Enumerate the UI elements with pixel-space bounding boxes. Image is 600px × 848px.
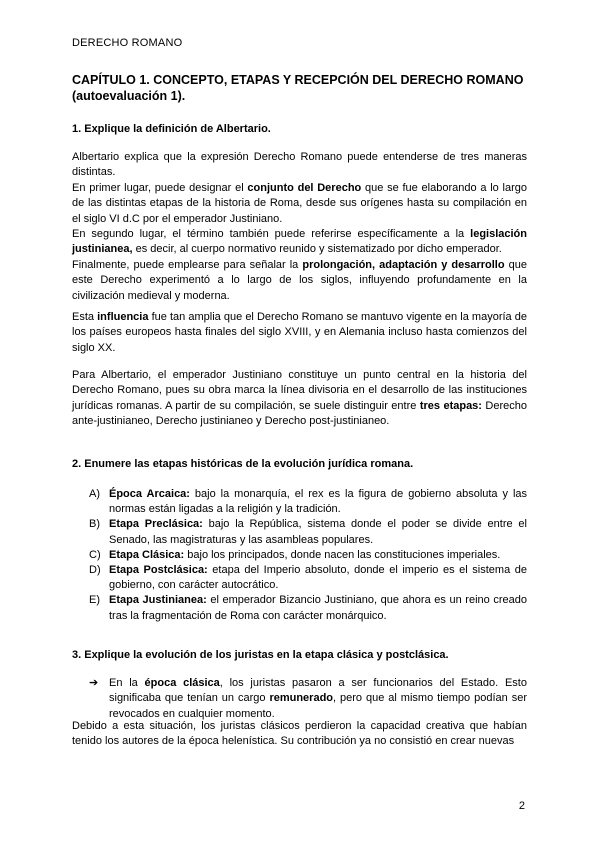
- list-item-text: [109, 488, 527, 515]
- text-run: bajo la monarquía, el rex es la figura de gobierno absoluta y las normas están ligadas a la religión y la tradición.: [109, 488, 528, 516]
- text-run: que se fue elaborando a lo largo de las distintas etapas de la historia de Roma, desde sus orígenes hasta su compilación en el siglo VI d.C por el emperador Justiniano.: [72, 181, 527, 225]
- page-number: 2: [518, 800, 525, 812]
- text-run: Debido a esta situación, los juristas clásicos perdieron la capacidad creativa que habían tenido los autores de la época helenística. Su contribución ya no consistió en crear nuevas: [72, 720, 527, 748]
- list-item: [89, 487, 527, 517]
- text-run: Albertario explica que la expresión Derecho Romano puede entenderse de tres maneras distintas.: [72, 151, 527, 179]
- text-run: bajo los principados, donde nacen las constituciones imperiales.: [184, 548, 501, 561]
- list-item-text: [109, 518, 527, 545]
- bold-text: Época Arcaica:: [109, 488, 190, 500]
- question-2-title: 2. Enumere las etapas históricas de la evolución jurídica romana.: [72, 458, 414, 470]
- bold-text: Etapa Clásica:: [109, 548, 185, 561]
- text-run: , pero que al mismo tiempo podían ser revocados en cualquier momento.: [109, 692, 527, 720]
- paragraph: [72, 310, 527, 356]
- list-marker: A): [89, 488, 100, 500]
- text-run: Para Albertario, el emperador Justiniano constituye un punto central en la historia del Derecho Romano, pues su obra marca la línea divisoria en el desarrollo de las instituciones jurídicas romanas. A partir de su compilación, se suele distinguir entre: [72, 369, 527, 412]
- list-marker: E): [89, 594, 100, 607]
- question-3-title: 3. Explique la evolución de los juristas en la etapa clásica y postclásica.: [72, 649, 449, 661]
- list-item-text: [109, 549, 500, 561]
- bold-text: influencia: [97, 311, 149, 323]
- stages-list: [89, 487, 527, 624]
- chapter-title: CAPÍTULO 1. CONCEPTO, ETAPAS Y RECEPCIÓN DEL DERECHO ROMANO (autoevaluación 1).: [72, 73, 524, 103]
- list-item: [89, 563, 527, 593]
- page-header: DERECHO ROMANO: [72, 37, 183, 49]
- text-run: Esta: [72, 311, 98, 323]
- bold-text: Etapa Preclásica:: [109, 518, 203, 531]
- list-item: [89, 517, 527, 547]
- text-run: es decir, al cuerpo normativo reunido y sistematizado por dicho emperador.: [132, 243, 502, 256]
- text-run: etapa del Imperio absoluto, donde el imperio es el sistema de gobierno, con carácter autocrático.: [109, 564, 527, 592]
- bold-text: conjunto del Derecho: [247, 181, 362, 194]
- bold-text: legislación justinianea,: [72, 228, 527, 256]
- bold-text: Etapa Postclásica:: [109, 564, 208, 577]
- text-run: En segundo lugar, el término también puede referirse específicamente a la: [72, 228, 471, 241]
- text-run: En la: [109, 677, 145, 689]
- paragraph: [72, 150, 527, 181]
- bold-text: prolongación, adaptación y desarrollo: [302, 258, 505, 271]
- bold-text: remunerado: [269, 692, 334, 705]
- list-item: [89, 676, 527, 722]
- text-run: Finalmente, puede emplearse para señalar la: [72, 258, 303, 271]
- question-1-body: [72, 150, 527, 304]
- question-1-title: 1. Explique la definición de Albertario.: [72, 123, 271, 135]
- paragraph: [72, 368, 527, 430]
- text-run: , los juristas pasaron a ser funcionarios del Estado. Esto significaba que tenían un cargo: [109, 677, 527, 705]
- bold-text: Etapa Justinianea:: [109, 594, 207, 607]
- paragraph: [72, 227, 527, 258]
- list-item-text: [109, 564, 527, 591]
- list-marker: B): [89, 518, 100, 531]
- text-run: Derecho ante-justinianeo, Derecho justinianeo y Derecho post-justinianeo.: [72, 399, 527, 428]
- list-item-text: [109, 677, 527, 720]
- text-run: que este Derecho experimentó a lo largo de los siglos, influyendo profundamente en la civilización medieval y moderna.: [72, 258, 527, 302]
- list-marker: D): [89, 564, 101, 577]
- text-run: En primer lugar, puede designar el: [72, 181, 248, 194]
- paragraph: [72, 181, 527, 227]
- text-run: bajo la República, sistema donde el poder se divide entre el Senado, las magistraturas y las asambleas populares.: [109, 518, 527, 546]
- list-marker: C): [89, 548, 101, 561]
- list-item-text: [109, 594, 527, 621]
- paragraph: [72, 719, 527, 750]
- paragraph: [72, 258, 527, 304]
- text-run: el emperador Bizancio Justiniano, que ahora es un reino creado tras la fragmentación de Roma con carácter monárquico.: [109, 594, 527, 622]
- bold-text: época clásica: [144, 677, 220, 689]
- list-item: [89, 548, 527, 563]
- list-item: [89, 593, 527, 623]
- bold-text: tres etapas:: [419, 399, 482, 412]
- text-run: fue tan amplia que el Derecho Romano se mantuvo vigente en la mayoría de los países europeos hasta finales del siglo XVIII, y en Alemania incluso hasta comienzos del siglo XX.: [72, 311, 527, 354]
- arrow-icon: ➔: [89, 677, 99, 689]
